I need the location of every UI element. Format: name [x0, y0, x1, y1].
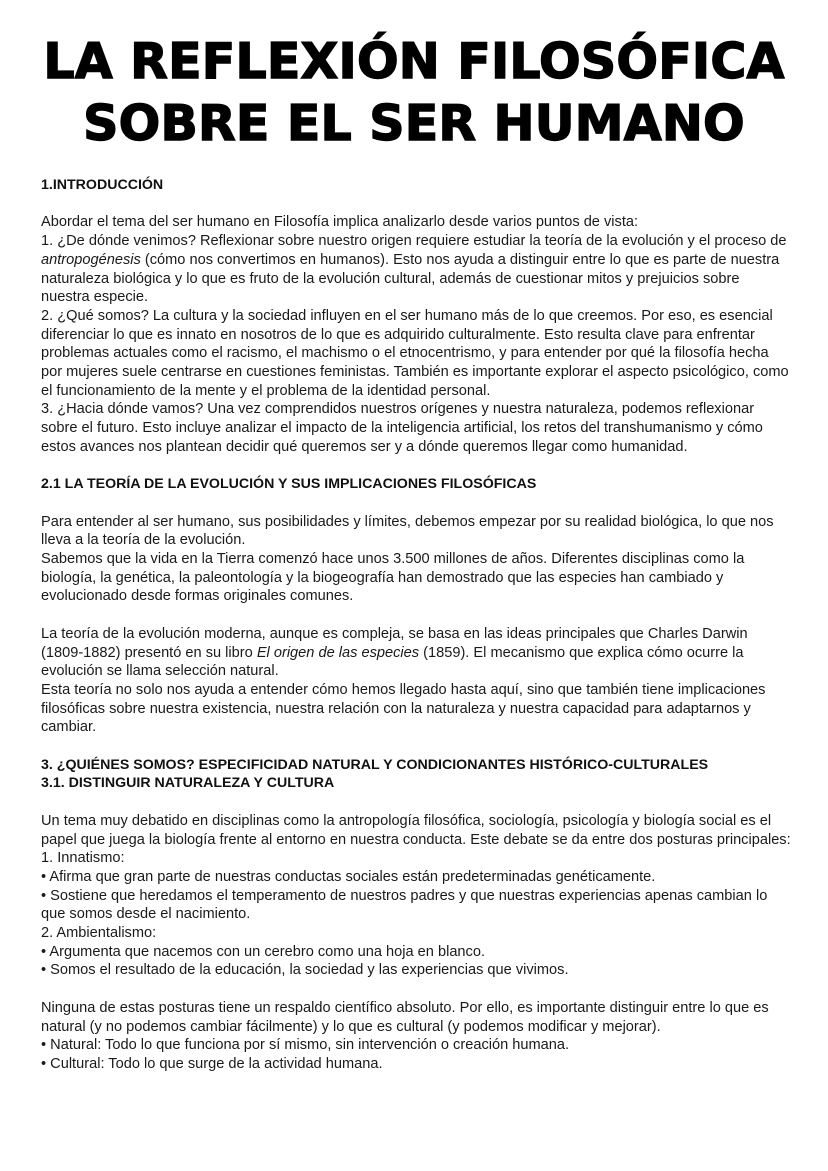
- title-line-1: LA REFLEXIÓN FILOSÓFICA: [43, 33, 785, 90]
- document-body: [41, 176, 792, 1074]
- intro-point-2: 2. ¿Qué somos? La cultura y la sociedad influyen en el ser humano más de lo que creemos. Por eso, es esencial diferenciar lo que es innato en nosotros de lo que es adquirido culturalmente. Esto resulta clave para enfrentar problemas actuales como el racismo, el machismo o el etnocentrismo, y para entender por qué la filosofía hecha por mujeres suele centrarse en cuestiones feministas. También es importante explorar el aspecto psicológico, como el funcionamiento de la mente y el problema de la identidad personal.: [41, 307, 789, 399]
- list-line: 2. Ambientalismo:: [41, 925, 157, 942]
- book-title-origen: El origen de las especies: [256, 644, 420, 661]
- nature-culture-intro: Un tema muy debatido en disciplinas como la antropología filosófica, sociología, psicología y biología social es el papel que juega la biología frente al entorno en nuestra conducta. Este debate se da entre dos posturas principales:: [41, 812, 791, 848]
- title-line-2: SOBRE EL SER HUMANO: [83, 95, 745, 152]
- list-line: • Afirma que gran parte de nuestras conductas sociales están predeterminadas genéticamente.: [41, 868, 656, 885]
- document-title: [0, 0, 828, 155]
- section-heading-quienes-somos: 3. ¿QUIÉNES SOMOS? ESPECIFICIDAD NATURAL Y CONDICIONANTES HISTÓRICO-CULTURALES: [41, 756, 709, 773]
- evolution-paragraph-4: Esta teoría no solo nos ayuda a entender cómo hemos llegado hasta aquí, sino que también tiene implicaciones filosóficas sobre nuestra existencia, nuestra relación con la naturaleza y nuestra capacidad para adaptarnos y cambiar.: [41, 681, 766, 736]
- nature-culture-closing: Ninguna de estas posturas tiene un respaldo científico absoluto. Por ello, es importante distinguir entre lo que es natural (y no podemos cambiar fácilmente) y lo que es cultural (y podemos modificar y mejorar).: [41, 999, 769, 1035]
- section-heading-evolucion: 2.1 LA TEORÍA DE LA EVOLUCIÓN Y SUS IMPLICACIONES FILOSÓFICAS: [41, 476, 537, 493]
- evolution-paragraph-2: Sabemos que la vida en la Tierra comenzó hace unos 3.500 millones de años. Diferentes disciplinas como la biología, la genética, la paleontología y la biogeografía han demostrado que las especies han cambiado y evolucionado desde formas originales comunes.: [41, 551, 745, 605]
- evolution-paragraph-3: La teoría de la evolución moderna, aunque es compleja, se basa en las ideas principales que Charles Darwin (1809-1882) presentó en su libro El origen de las especies (1859). El mecanismo que explica cómo ocurre la evolución se llama selección natural.: [41, 625, 748, 680]
- definition-natural: • Natural: Todo lo que funciona por sí mismo, sin intervención o creación humana.: [41, 1037, 570, 1054]
- list-line: • Argumenta que nacemos con un cerebro como una hoja en blanco.: [41, 943, 486, 960]
- list-line: • Sostiene que heredamos el temperamento de nuestros padres y que nuestras experiencias apenas cambian lo que somos desde el nacimiento.: [41, 887, 768, 923]
- intro-point-3: 3. ¿Hacia dónde vamos? Una vez comprendidos nuestros orígenes y nuestra naturaleza, podemos reflexionar sobre el futuro. Esto incluye analizar el impacto de la inteligencia artificial, los retos del transhumanismo y cómo estos avances nos plantean decidir qué queremos ser y a dónde queremos llegar como humanidad.: [41, 401, 763, 455]
- term-antropogenesis: antropogénesis: [41, 251, 141, 268]
- subsection-heading-naturaleza-cultura: 3.1. DISTINGUIR NATURALEZA Y CULTURA: [41, 775, 335, 792]
- evolution-paragraph-1: Para entender al ser humano, sus posibilidades y límites, debemos empezar por su realidad biológica, lo que nos lleva a la teoría de la evolución.: [41, 513, 774, 549]
- intro-point-1: 1. ¿De dónde venimos? Reflexionar sobre nuestro origen requiere estudiar la teoría de la evolución y el proceso de antropogénesis (cómo nos convertimos en humanos). Esto nos ayuda a distinguir entre lo que es parte de nuestra naturaleza biológica y lo que es fruto de la evolución cultural, además de cuestionar mitos y prejuicios sobre nuestra especie.: [41, 233, 787, 306]
- list-line: • Somos el resultado de la educación, la sociedad y las experiencias que vivimos.: [41, 962, 569, 979]
- section-heading-introduccion: 1.INTRODUCCIÓN: [41, 177, 164, 193]
- intro-paragraph: Abordar el tema del ser humano en Filosofía implica analizarlo desde varios puntos de vista:: [41, 214, 639, 231]
- list-line: 1. Innatismo:: [41, 850, 125, 867]
- definition-cultural: • Cultural: Todo lo que surge de la actividad humana.: [41, 1055, 383, 1072]
